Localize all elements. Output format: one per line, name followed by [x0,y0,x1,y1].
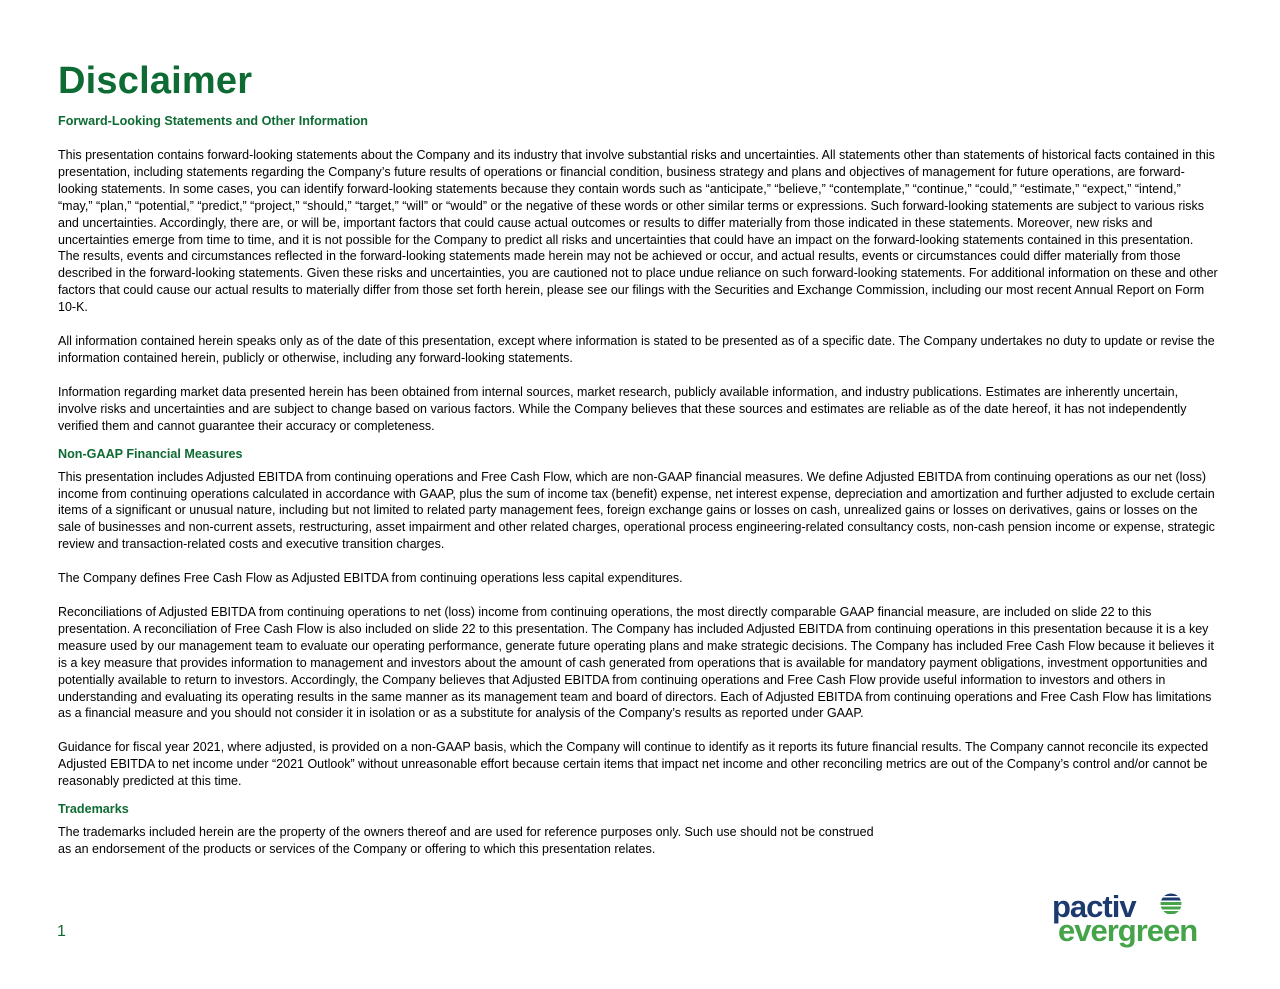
paragraph-non-gaap-4: Guidance for fiscal year 2021, where adjusted, is provided on a non-GAAP basis, which the Company will continue to identify as it reports its future financial results. The Company cannot reconcile its expected Adjusted EBITDA to net income under “2021 Outlook” without unreasonable effort because certain items that impact net income and other reconciling metrics are out of the Company’s control and/or cannot be reasonably predicted at this time. [58,740,1209,789]
paragraph-non-gaap-1: This presentation includes Adjusted EBITDA from continuing operations and Free Cash Flow, which are non-GAAP financial measures. We define Adjusted EBITDA from continuing operations as our net (loss) income from continuing operations calculated in accordance with GAAP, plus the sum of income tax (benefit) expense, net interest expense, depreciation and amortization and further adjusted to exclude certain items of a significant or unusual nature, including but not limited to related party management fees, foreign exchange gains or losses on cash, unrealized gains or losses on derivatives, gains or losses on the sale of businesses and non-current assets, restructuring, asset impairment and other related charges, operational process engineering-related consultancy costs, non-cash pension income or expense, strategic review and transaction-related costs and executive transition charges. [58,469,1215,552]
page-title: Disclaimer [58,60,253,102]
logo-wordmark-top: pactiv [1052,889,1136,924]
logo-wordmark-bottom: evergreen [1058,913,1198,948]
paragraph-non-gaap-2: The Company defines Free Cash Flow as Adjusted EBITDA from continuing operations less capital expenditures. [58,571,683,586]
paragraph-trademarks [58,824,1218,858]
trademarks-line-2: as an endorsement of the products or services of the Company or offering to which this presentation relates. [58,842,656,856]
paragraph-forward-looking-2: All information contained herein speaks only as of the date of this presentation, except where information is stated to be presented as of a specific date. The Company undertakes no duty to update or revise the information contained herein, publicly or otherwise, including any forward-looking statements. [58,334,1215,365]
paragraph-forward-looking-1: This presentation contains forward-looking statements about the Company and its industry that involve substantial risks and uncertainties. All statements other than statements of historical facts contained in this presentation, including statements regarding the Company’s future results of operations or financial condition, business strategy and plans and objectives of management for future operations, are forward-looking statements. In some cases, you can identify forward-looking statements because they contain words such as “anticipate,” “believe,” “contemplate,” “continue,” “could,” “estimate,” “expect,” “intend,” “may,” “plan,” “potential,” “predict,” “project,” “should,” “target,” “will” or “would” or the negative of these words or other similar terms or expressions. Such forward-looking statements are subject to various risks and uncertainties. Accordingly, there are, or will be, important factors that could cause actual outcomes or results to differ materially from those indicated in these statements. Moreover, new risks and uncertainties emerge from time to time, and it is not possible for the Company to predict all risks and uncertainties that could have an impact on the forward-looking statements contained in this presentation. The results, events and circumstances reflected in the forward-looking statements made herein may not be achieved or occur, and actual results, events or circumstances could differ materially from those described in the forward-looking statements. Given these risks and uncertainties, you are cautioned not to place undue reliance on such forward-looking statements. For additional information on these and other factors that could cause our actual results to materially differ from those set forth herein, please see our filings with the Securities and Exchange Commission, including our most recent Annual Report on Form 10-K. [58,148,1218,315]
section-heading-non-gaap: Non-GAAP Financial Measures [58,446,243,461]
section-heading-forward-looking: Forward-Looking Statements and Other Information [58,114,368,128]
section-heading-trademarks: Trademarks [58,802,129,817]
paragraph-forward-looking-3: Information regarding market data presented herein has been obtained from internal sources, market research, publicly available information, and industry publications. Estimates are inherently uncertain, involve risks and uncertainties and are subject to change based on various factors. While the Company believes that these sources and estimates are reliable as of the date hereof, it has not independently verified them and cannot guarantee their accuracy or completeness. [58,384,1187,433]
paragraph-non-gaap-3: Reconciliations of Adjusted EBITDA from continuing operations to net (loss) income from continuing operations, the most directly comparable GAAP financial measure, are included on slide 22 to this presentation. A reconciliation of Free Cash Flow is also included on slide 22 to this presentation. The Company has included Adjusted EBITDA from continuing operations in this presentation because it is a key measure used by our management team to evaluate our operating performance, generate future operating plans and make strategic decisions. The Company has included Free Cash Flow because it believes it is a key measure that provides information to management and investors about the amount of cash generated from operations that is available for mandatory payment obligations, investment opportunities and potentially available to return to investors. Accordingly, the Company believes that Adjusted EBITDA from continuing operations and Free Cash Flow provide useful information to investors and others in understanding and evaluating its operating results in the same manner as its management team and board of directors. Each of Adjusted EBITDA from continuing operations and Free Cash Flow has limitations as a financial measure and you should not consider it in isolation or as a substitute for analysis of the Company’s results as reported under GAAP. [58,605,1214,721]
disclaimer-content [58,113,1218,858]
pactiv-evergreen-logo [1052,890,1224,950]
striped-globe-icon [1158,893,1184,915]
trademarks-line-1: The trademarks included herein are the property of the owners thereof and are used for reference purposes only. Such use should not be construed [58,825,874,840]
page-number: 1 [57,923,66,940]
